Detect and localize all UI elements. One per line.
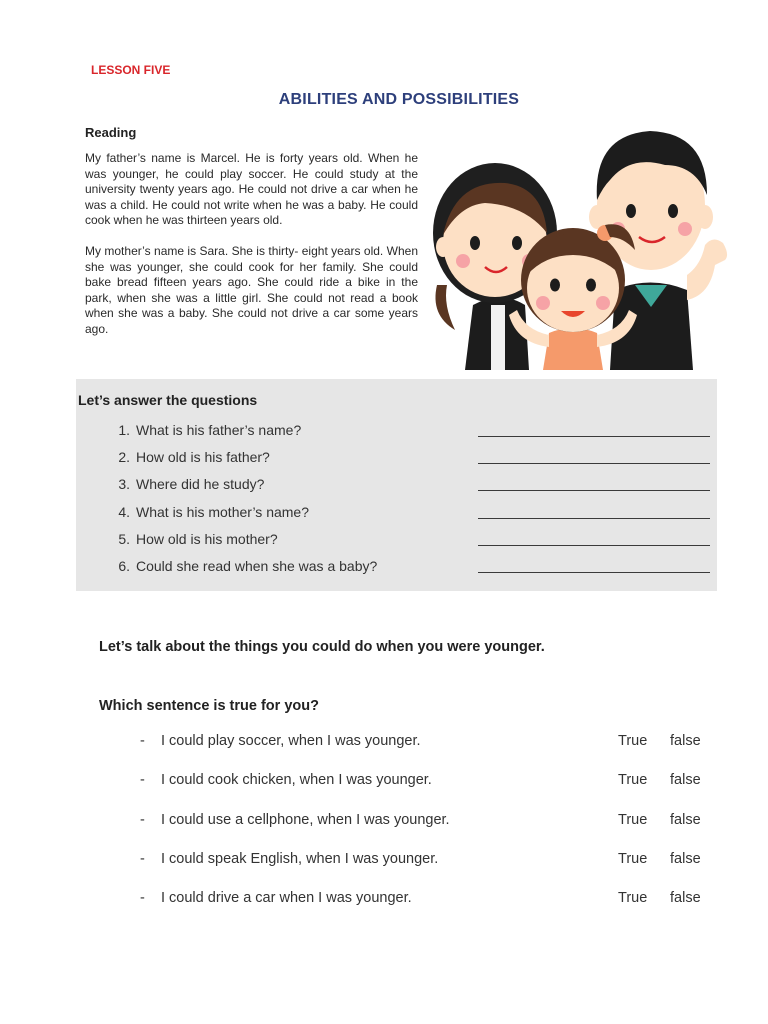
bullet-dash: -: [140, 890, 145, 907]
true-option[interactable]: True: [618, 850, 648, 867]
question-number: 3.: [118, 476, 130, 493]
question-number: 6.: [118, 557, 130, 574]
statement-text: I could use a cellphone, when I was younger.: [161, 811, 450, 828]
question-text: What is his mother’s name?: [136, 503, 309, 520]
reading-heading: Reading: [85, 125, 137, 140]
true-option[interactable]: True: [618, 890, 648, 907]
false-option[interactable]: false: [670, 850, 701, 867]
answer-line[interactable]: [478, 518, 710, 519]
answer-line[interactable]: [478, 545, 710, 546]
question-text: Where did he study?: [136, 476, 265, 493]
bullet-dash: -: [140, 733, 145, 749]
reading-paragraph-mother: My mother’s name is Sara. She is thirty- eight years old. When she was younger, she could cook for her family. She could bake bread fifteen years ago. She could ride a bike in the park, when she was a little girl. She could not read a book when she was a baby. She could not drive a car some years ago.: [85, 244, 418, 336]
family-illustration: [425, 125, 730, 370]
false-option[interactable]: false: [670, 772, 701, 789]
true-false-item: [140, 733, 720, 772]
bullet-dash: -: [140, 811, 145, 828]
false-option[interactable]: false: [670, 733, 701, 749]
statement-text: I could cook chicken, when I was younger.: [161, 772, 432, 789]
bullet-dash: -: [140, 772, 145, 789]
answer-line[interactable]: [478, 572, 710, 573]
true-option[interactable]: True: [618, 811, 648, 828]
true-false-item: [140, 851, 720, 890]
question-text: What is his father’s name?: [136, 422, 302, 438]
bullet-dash: -: [140, 850, 145, 867]
statement-text: I could speak English, when I was younger.: [161, 850, 439, 867]
question-item: [116, 531, 716, 558]
question-item: [116, 449, 716, 476]
true-false-heading: Which sentence is true for you?: [99, 698, 319, 714]
question-text: Could she read when she was a baby?: [136, 557, 378, 574]
answer-line[interactable]: [478, 490, 710, 491]
page-title: ABILITIES AND POSSIBILITIES: [278, 91, 520, 108]
answer-line[interactable]: [478, 463, 710, 464]
question-item: [116, 504, 716, 531]
question-text: How old is his father?: [136, 449, 270, 466]
talk-heading: Let’s talk about the things you could do when you were younger.: [99, 639, 545, 655]
true-false-item: [140, 812, 720, 851]
true-false-list: [140, 733, 720, 929]
questions-list: [116, 422, 716, 585]
lesson-label: LESSON FIVE: [91, 63, 171, 77]
question-item: [116, 422, 716, 449]
false-option[interactable]: false: [670, 890, 701, 907]
answer-line[interactable]: [478, 436, 710, 437]
question-item: [116, 558, 716, 585]
question-text: How old is his mother?: [136, 530, 278, 547]
true-option[interactable]: True: [618, 733, 648, 749]
true-option[interactable]: True: [618, 772, 648, 789]
questions-heading: Let’s answer the questions: [78, 392, 258, 408]
question-number: 2.: [118, 449, 130, 466]
true-false-item: [140, 772, 720, 811]
question-number: 4.: [118, 503, 130, 520]
statement-text: I could drive a car when I was younger.: [161, 890, 412, 907]
question-number: 1.: [118, 422, 130, 438]
reading-paragraph-father: My father’s name is Marcel. He is forty years old. When he was younger, he could play soccer. He could study at the university twenty years ago. He could not drive a car when he was a child. He could not write when he was a baby. He could cook when he was thirteen years old.: [85, 151, 418, 227]
statement-text: I could play soccer, when I was younger.: [161, 733, 421, 749]
false-option[interactable]: false: [670, 811, 701, 828]
question-item: [116, 476, 716, 503]
question-number: 5.: [118, 530, 130, 547]
true-false-item: [140, 890, 720, 929]
